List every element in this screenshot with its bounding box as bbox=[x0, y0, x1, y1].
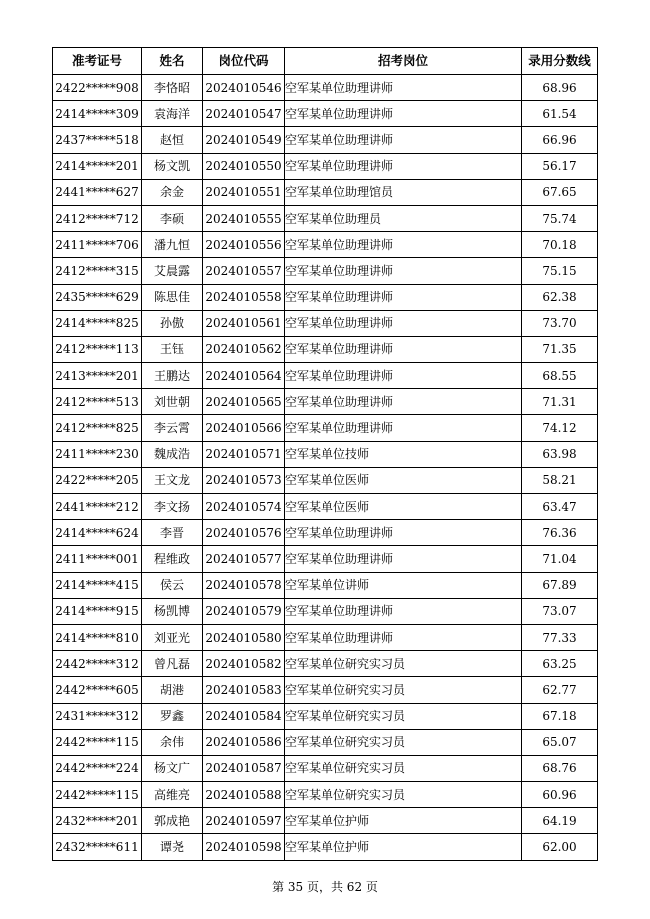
cell-name: 袁海洋 bbox=[142, 101, 203, 127]
cell-name: 刘世朝 bbox=[142, 389, 203, 415]
cell-name: 杨文广 bbox=[142, 755, 203, 781]
cell-id: 2435*****629 bbox=[53, 284, 142, 310]
table-row bbox=[53, 782, 598, 808]
cell-name: 罗鑫 bbox=[142, 703, 203, 729]
table-row bbox=[53, 284, 598, 310]
cell-id: 2441*****627 bbox=[53, 179, 142, 205]
cell-name: 李晋 bbox=[142, 520, 203, 546]
cell-position: 空军某单位研究实习员 bbox=[285, 782, 522, 808]
cell-position: 空军某单位助理讲师 bbox=[285, 598, 522, 624]
cell-id: 2414*****309 bbox=[53, 101, 142, 127]
table-row bbox=[53, 363, 598, 389]
cell-name: 杨文凯 bbox=[142, 153, 203, 179]
cell-position: 空军某单位研究实习员 bbox=[285, 651, 522, 677]
cell-name: 艾晨露 bbox=[142, 258, 203, 284]
cell-position: 空军某单位助理讲师 bbox=[285, 101, 522, 127]
cell-score: 70.18 bbox=[522, 232, 598, 258]
cell-code: 2024010547 bbox=[203, 101, 285, 127]
cell-score: 71.04 bbox=[522, 546, 598, 572]
cell-code: 2024010551 bbox=[203, 179, 285, 205]
table-row bbox=[53, 232, 598, 258]
cell-code: 2024010546 bbox=[203, 75, 285, 101]
cell-id: 2414*****201 bbox=[53, 153, 142, 179]
table-row bbox=[53, 546, 598, 572]
cell-code: 2024010579 bbox=[203, 598, 285, 624]
cell-id: 2412*****113 bbox=[53, 336, 142, 362]
table-row bbox=[53, 153, 598, 179]
cell-position: 空军某单位护师 bbox=[285, 834, 522, 860]
cell-score: 58.21 bbox=[522, 467, 598, 493]
cell-score: 75.15 bbox=[522, 258, 598, 284]
cell-position: 空军某单位助理讲师 bbox=[285, 363, 522, 389]
cell-code: 2024010577 bbox=[203, 546, 285, 572]
table-row bbox=[53, 101, 598, 127]
cell-score: 71.31 bbox=[522, 389, 598, 415]
cell-score: 68.96 bbox=[522, 75, 598, 101]
cell-name: 王钰 bbox=[142, 336, 203, 362]
table-row bbox=[53, 415, 598, 441]
cell-code: 2024010574 bbox=[203, 494, 285, 520]
cell-position: 空军某单位助理讲师 bbox=[285, 389, 522, 415]
cell-code: 2024010558 bbox=[203, 284, 285, 310]
table-row bbox=[53, 755, 598, 781]
cell-score: 67.89 bbox=[522, 572, 598, 598]
cell-position: 空军某单位助理讲师 bbox=[285, 520, 522, 546]
cell-code: 2024010549 bbox=[203, 127, 285, 153]
cell-name: 孙傲 bbox=[142, 310, 203, 336]
cell-name: 李硕 bbox=[142, 205, 203, 231]
cell-name: 胡港 bbox=[142, 677, 203, 703]
cell-id: 2411*****001 bbox=[53, 546, 142, 572]
cell-score: 71.35 bbox=[522, 336, 598, 362]
table-row bbox=[53, 651, 598, 677]
cell-code: 2024010598 bbox=[203, 834, 285, 860]
score-table bbox=[52, 47, 598, 861]
cell-code: 2024010578 bbox=[203, 572, 285, 598]
cell-name: 余金 bbox=[142, 179, 203, 205]
table-row bbox=[53, 624, 598, 650]
table-body bbox=[53, 75, 598, 861]
table-row bbox=[53, 598, 598, 624]
cell-position: 空军某单位助理讲师 bbox=[285, 75, 522, 101]
cell-code: 2024010588 bbox=[203, 782, 285, 808]
table-row bbox=[53, 494, 598, 520]
cell-name: 王文龙 bbox=[142, 467, 203, 493]
cell-id: 2432*****611 bbox=[53, 834, 142, 860]
cell-code: 2024010550 bbox=[203, 153, 285, 179]
cell-score: 65.07 bbox=[522, 729, 598, 755]
cell-id: 2414*****810 bbox=[53, 624, 142, 650]
table-row bbox=[53, 441, 598, 467]
cell-code: 2024010597 bbox=[203, 808, 285, 834]
cell-code: 2024010583 bbox=[203, 677, 285, 703]
cell-name: 李恪昭 bbox=[142, 75, 203, 101]
cell-position: 空军某单位研究实习员 bbox=[285, 677, 522, 703]
cell-id: 2432*****201 bbox=[53, 808, 142, 834]
cell-score: 74.12 bbox=[522, 415, 598, 441]
table-row bbox=[53, 520, 598, 546]
header-score: 录用分数线 bbox=[522, 48, 598, 75]
cell-name: 程维政 bbox=[142, 546, 203, 572]
table-row bbox=[53, 703, 598, 729]
cell-code: 2024010555 bbox=[203, 205, 285, 231]
cell-code: 2024010564 bbox=[203, 363, 285, 389]
cell-name: 王鹏达 bbox=[142, 363, 203, 389]
cell-id: 2442*****224 bbox=[53, 755, 142, 781]
table-row bbox=[53, 677, 598, 703]
cell-id: 2411*****706 bbox=[53, 232, 142, 258]
cell-position: 空军某单位医师 bbox=[285, 467, 522, 493]
table-row bbox=[53, 389, 598, 415]
cell-position: 空军某单位助理讲师 bbox=[285, 415, 522, 441]
cell-name: 魏成浩 bbox=[142, 441, 203, 467]
header-code: 岗位代码 bbox=[203, 48, 285, 75]
cell-score: 73.70 bbox=[522, 310, 598, 336]
cell-id: 2442*****115 bbox=[53, 729, 142, 755]
cell-score: 73.07 bbox=[522, 598, 598, 624]
cell-id: 2411*****230 bbox=[53, 441, 142, 467]
cell-name: 杨凯博 bbox=[142, 598, 203, 624]
cell-id: 2414*****624 bbox=[53, 520, 142, 546]
cell-name: 刘亚光 bbox=[142, 624, 203, 650]
table-row bbox=[53, 808, 598, 834]
header-position: 招考岗位 bbox=[285, 48, 522, 75]
table-row bbox=[53, 205, 598, 231]
cell-position: 空军某单位助理讲师 bbox=[285, 284, 522, 310]
cell-position: 空军某单位助理讲师 bbox=[285, 624, 522, 650]
cell-score: 77.33 bbox=[522, 624, 598, 650]
table-row bbox=[53, 467, 598, 493]
cell-id: 2437*****518 bbox=[53, 127, 142, 153]
cell-position: 空军某单位助理讲师 bbox=[285, 310, 522, 336]
cell-code: 2024010576 bbox=[203, 520, 285, 546]
cell-code: 2024010557 bbox=[203, 258, 285, 284]
cell-position: 空军某单位助理讲师 bbox=[285, 153, 522, 179]
cell-id: 2442*****605 bbox=[53, 677, 142, 703]
cell-id: 2412*****315 bbox=[53, 258, 142, 284]
cell-position: 空军某单位研究实习员 bbox=[285, 729, 522, 755]
page-footer: 第 35 页，共 62 页 bbox=[272, 880, 378, 894]
cell-score: 63.25 bbox=[522, 651, 598, 677]
cell-position: 空军某单位助理讲师 bbox=[285, 336, 522, 362]
cell-id: 2414*****915 bbox=[53, 598, 142, 624]
cell-name: 赵恒 bbox=[142, 127, 203, 153]
cell-id: 2441*****212 bbox=[53, 494, 142, 520]
cell-position: 空军某单位讲师 bbox=[285, 572, 522, 598]
cell-score: 62.77 bbox=[522, 677, 598, 703]
cell-name: 谭尧 bbox=[142, 834, 203, 860]
cell-score: 61.54 bbox=[522, 101, 598, 127]
cell-id: 2431*****312 bbox=[53, 703, 142, 729]
cell-position: 空军某单位助理讲师 bbox=[285, 258, 522, 284]
cell-score: 68.76 bbox=[522, 755, 598, 781]
cell-score: 68.55 bbox=[522, 363, 598, 389]
cell-id: 2422*****205 bbox=[53, 467, 142, 493]
cell-position: 空军某单位技师 bbox=[285, 441, 522, 467]
cell-score: 60.96 bbox=[522, 782, 598, 808]
cell-score: 63.98 bbox=[522, 441, 598, 467]
cell-code: 2024010573 bbox=[203, 467, 285, 493]
table-header-row bbox=[53, 48, 598, 75]
cell-code: 2024010582 bbox=[203, 651, 285, 677]
cell-code: 2024010561 bbox=[203, 310, 285, 336]
table-row bbox=[53, 834, 598, 860]
cell-score: 63.47 bbox=[522, 494, 598, 520]
cell-code: 2024010556 bbox=[203, 232, 285, 258]
cell-position: 空军某单位助理讲师 bbox=[285, 127, 522, 153]
cell-name: 潘九恒 bbox=[142, 232, 203, 258]
cell-id: 2412*****712 bbox=[53, 205, 142, 231]
cell-code: 2024010562 bbox=[203, 336, 285, 362]
cell-score: 66.96 bbox=[522, 127, 598, 153]
cell-code: 2024010566 bbox=[203, 415, 285, 441]
cell-score: 62.38 bbox=[522, 284, 598, 310]
table-row bbox=[53, 75, 598, 101]
cell-code: 2024010584 bbox=[203, 703, 285, 729]
cell-position: 空军某单位研究实习员 bbox=[285, 703, 522, 729]
cell-name: 余伟 bbox=[142, 729, 203, 755]
cell-score: 76.36 bbox=[522, 520, 598, 546]
table-row bbox=[53, 572, 598, 598]
cell-id: 2422*****908 bbox=[53, 75, 142, 101]
cell-id: 2412*****513 bbox=[53, 389, 142, 415]
cell-name: 高维亮 bbox=[142, 782, 203, 808]
header-name: 姓名 bbox=[142, 48, 203, 75]
cell-id: 2412*****825 bbox=[53, 415, 142, 441]
cell-id: 2414*****415 bbox=[53, 572, 142, 598]
cell-score: 64.19 bbox=[522, 808, 598, 834]
cell-name: 郭成艳 bbox=[142, 808, 203, 834]
cell-id: 2414*****825 bbox=[53, 310, 142, 336]
table-row bbox=[53, 127, 598, 153]
cell-position: 空军某单位助理员 bbox=[285, 205, 522, 231]
cell-position: 空军某单位研究实习员 bbox=[285, 755, 522, 781]
cell-score: 75.74 bbox=[522, 205, 598, 231]
table-row bbox=[53, 729, 598, 755]
cell-name: 李文扬 bbox=[142, 494, 203, 520]
cell-code: 2024010565 bbox=[203, 389, 285, 415]
cell-id: 2413*****201 bbox=[53, 363, 142, 389]
cell-position: 空军某单位医师 bbox=[285, 494, 522, 520]
table-row bbox=[53, 336, 598, 362]
table-row bbox=[53, 310, 598, 336]
cell-id: 2442*****312 bbox=[53, 651, 142, 677]
cell-position: 空军某单位助理讲师 bbox=[285, 232, 522, 258]
cell-name: 李云霄 bbox=[142, 415, 203, 441]
cell-name: 曾凡磊 bbox=[142, 651, 203, 677]
cell-score: 67.18 bbox=[522, 703, 598, 729]
table-row bbox=[53, 179, 598, 205]
cell-name: 侯云 bbox=[142, 572, 203, 598]
cell-code: 2024010580 bbox=[203, 624, 285, 650]
cell-position: 空军某单位护师 bbox=[285, 808, 522, 834]
cell-score: 56.17 bbox=[522, 153, 598, 179]
cell-id: 2442*****115 bbox=[53, 782, 142, 808]
table-row bbox=[53, 258, 598, 284]
cell-position: 空军某单位助理讲师 bbox=[285, 546, 522, 572]
cell-code: 2024010587 bbox=[203, 755, 285, 781]
cell-score: 62.00 bbox=[522, 834, 598, 860]
cell-code: 2024010586 bbox=[203, 729, 285, 755]
cell-position: 空军某单位助理馆员 bbox=[285, 179, 522, 205]
cell-score: 67.65 bbox=[522, 179, 598, 205]
cell-code: 2024010571 bbox=[203, 441, 285, 467]
cell-name: 陈思佳 bbox=[142, 284, 203, 310]
header-id: 准考证号 bbox=[53, 48, 142, 75]
